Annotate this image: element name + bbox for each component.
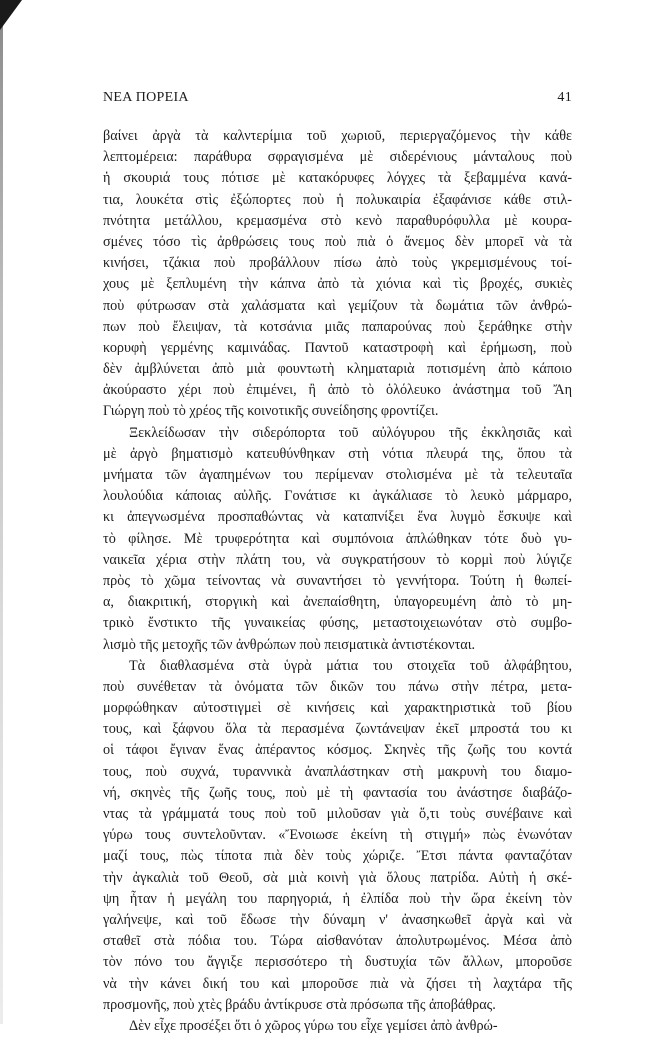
- text-line: χους μὲ ξεπλυμένη τὴν κάπνα ἀπὸ τὰ χιόνια καὶ τὶς βροχές, συκιὲς: [103, 276, 572, 293]
- page-number: 41: [557, 90, 572, 105]
- text-line: νὰ τὴν κάνει δική του καὶ μποροῦσε πιὰ νὰ ζήσει τὴ λαχτάρα τῆς: [103, 975, 572, 992]
- text-line: μαζί τους, πὼς τίποτα πιὰ δὲν τοὺς χώριζε. Ἔτσι πάντα φανταζόταν: [103, 848, 572, 865]
- text-line: κορυφὴ γερμένης καμινάδας. Παντοῦ καταστροφὴ καὶ ἐρήμωση, ποὺ: [103, 339, 572, 356]
- text-line: ντας τὰ γράμματά τους ποὺ τοῦ μιλοῦσαν γιὰ ὅ,τι τοὺς συνέβαινε καὶ: [103, 806, 572, 822]
- text-line: σταθεῖ στὰ πόδια του. Τώρα αἰσθανόταν ἀπολυτρωμένος. Μέσα ἀπὸ: [103, 933, 572, 950]
- text-line: λεπτομέρεια: παράθυρα σφραγισμένα μὲ σιδερένιους μάνταλους ποὺ: [103, 149, 572, 166]
- text-line: τὸ φίλησε. Μὲ τρυφερότητα καὶ συμπόνοια ἁπλώθηκαν τότε δυὸ γυ-: [103, 530, 572, 547]
- text-line: λουλούδια κάποιας αὐλῆς. Γονάτισε κι ἀγκάλιασε τὸ λευκὸ μάρμαρο,: [103, 488, 572, 505]
- text-line-paragraph-start: Δὲν εἶχε προσέξει ὅτι ὁ χῶρος γύρω του εἶχε γεμίσει ἀπὸ ἀνθρώ-: [129, 1017, 498, 1034]
- text-line: ἡ σκουριά τους πότισε μὲ κατακόρυφες λόγχες τὰ ξεβαμμένα κανά-: [103, 170, 572, 187]
- text-line: μὲ ἀργὸ βηματισμὸ κατευθύνθηκαν στὴ νότια πλευρά της, ὅπου τὰ: [103, 445, 572, 462]
- text-line: σμένες τόσο τὶς ἀρθρώσεις τους ποὺ πιὰ ὁ ἄνεμος δὲν μπορεῖ νὰ τὰ: [103, 233, 572, 250]
- text-line: κινήσει, τζάκια ποὺ προβάλλουν πίσω ἀπὸ τοὺς γκρεμισμένους τοί-: [103, 255, 572, 272]
- text-line: ποὺ φύτρωσαν στὰ χαλάσματα καὶ γεμίζουν τὰ δωμάτια τῶν ἀνθρώ-: [103, 297, 572, 314]
- text-line: πων ποὺ ἔλειψαν, τὰ κοτσάνια μιᾶς παπαρούνας ποὺ ξεράθηκε στὴν: [103, 318, 572, 335]
- text-line: δὲν ἀμβλύνεται ἀπὸ μιὰ φουντωτὴ κληματαριὰ ποτισμένη ἀπὸ κάποιο: [103, 361, 572, 378]
- text-line: τους, καὶ ξάφνου ὅλα τὰ περασμένα ζωντάνεψαν ἐκεῖ μπροστά του κι: [103, 721, 572, 738]
- text-line: γύρω τους συντελοῦνταν. «Ἔνοιωσε ἐκείνη τὴ στιγμή» πὼς ἑνωνόταν: [103, 827, 572, 844]
- text-line: κι ἀπεγνωσμένα προσπαθώντας νὰ καταπνίξει ἕνα λυγμὸ ἔσκυψε καὶ: [103, 509, 572, 526]
- text-line: νή, σκηνὲς τῆς ζωῆς τους, ποὺ μὲ τὴ φαντασία του ἀνάστησε διαβάζο-: [103, 784, 572, 801]
- text-line: α, διακριτική, στοργικὴ καὶ ἀνεπαίσθητη, ὑπαγορευμένη ἀπὸ τὸ μη-: [103, 594, 572, 611]
- text-line: τὸν πόνο του ἄγγιξε περισσότερο τὴ δυστυχία τῶν ἄλλων, μποροῦσε: [103, 954, 572, 971]
- text-line: τρικὸ ἔνστικτο τῆς γυναικείας φύσης, μεταστοιχειωνόταν στὸ συμβο-: [103, 615, 572, 632]
- text-line-paragraph-start: Ξεκλείδωσαν τὴν σιδερόπορτα τοῦ αὐλόγυρου τῆς ἐκκλησιᾶς καὶ: [129, 424, 572, 441]
- text-line: τὴν ἀγκαλιὰ τοῦ Θεοῦ, σὰ μιὰ κοινὴ γιὰ ὅλους πατρίδα. Αὐτὴ ἡ σκέ-: [103, 869, 572, 886]
- text-line: Γιώργη ποὺ τὸ χρέος τῆς κοινοτικῆς συνείδησης φροντίζει.: [103, 403, 439, 420]
- text-line: τια, λουκέτα στὶς ἐξώπορτες ποὺ ἡ πολυκαιρία ἐξαφάνισε κάθε στιλ-: [103, 191, 572, 208]
- running-title: ΝΕΑ ΠΟΡΕΙΑ: [103, 90, 189, 105]
- text-line: βαίνει ἀργὰ τὰ καλντερίμια τοῦ χωριοῦ, περιεργαζόμενος τὴν κάθε: [103, 128, 572, 144]
- text-line: τους, ποὺ συχνά, τυραννικὰ ἀναπλάστηκαν στὴ μακρυνὴ του διαμο-: [103, 763, 572, 780]
- text-line: μορφώθηκαν αὐτοστιγμεὶ σὲ κινήσεις καὶ χαρακτηριστικὰ τοῦ βίου: [103, 700, 572, 717]
- text-line: πρὸς τὸ χῶμα τείνοντας νὰ συναντήσει τὸ γεννήτορα. Τούτη ἡ θωπεί-: [103, 572, 572, 589]
- text-line: ἀκούραστο χέρι ποὺ ἐπιμένει, ἢ ἀπὸ τὸ ὁλόλευκο ἀνάστημα τοῦ Ἄη: [103, 382, 572, 399]
- text-line: ναικεῖα χέρια στὴν πλάτη του, νὰ συγκρατήσουν τὸ κορμὶ ποὺ λύγιζε: [103, 551, 572, 568]
- text-line: λισμὸ τῆς μετοχῆς τῶν ἀνθρώπων ποὺ πεισματικὰ ἀντιστέκονται.: [103, 636, 476, 653]
- text-line: προσμονῆς, ποὺ χτὲς βράδυ ἀντίκρυσε στὰ πρόσωπα τῆς ἀποβάθρας.: [103, 996, 496, 1013]
- text-line: μνήματα τῶν ἀγαπημένων του περίμεναν στολισμένα μὲ τὰ τελευταῖα: [103, 467, 572, 483]
- text-line-paragraph-start: Τὰ διαθλασμένα στὰ ὑγρὰ μάτια του στοιχεῖα τοῦ ἀλφάβητου,: [129, 657, 572, 674]
- text-line: ποὺ συνέθεταν τὰ ὀνόματα τῶν δικῶν του πάνω στὴν πέτρα, μετα-: [103, 678, 572, 695]
- scan-corner-shadow: [0, 0, 22, 30]
- text-line: γαλήνεψε, καὶ τοῦ ἔδωσε τὴν δύναμη ν' ἀνασηκωθεῖ ἀργὰ καὶ νὰ: [103, 911, 572, 928]
- scan-left-edge: [0, 0, 3, 1024]
- body-text: [103, 126, 572, 1037]
- text-line: ψη ἦταν ἡ μεγάλη του παρηγοριά, ἡ ἐλπίδα ποὺ τὴν ὥρα ἐκείνη τὸν: [103, 890, 572, 907]
- text-line: πνότητα μετάλλου, κρεμασμένα στὸ κενὸ παραθυρόφυλλα μὲ κουρα-: [103, 212, 572, 229]
- text-line: οἱ τάφοι ἔγιναν ἕνας ἀπέραντος κόσμος. Σκηνὲς τῆς ζωῆς του κοντά: [103, 742, 572, 759]
- running-header: [103, 90, 572, 110]
